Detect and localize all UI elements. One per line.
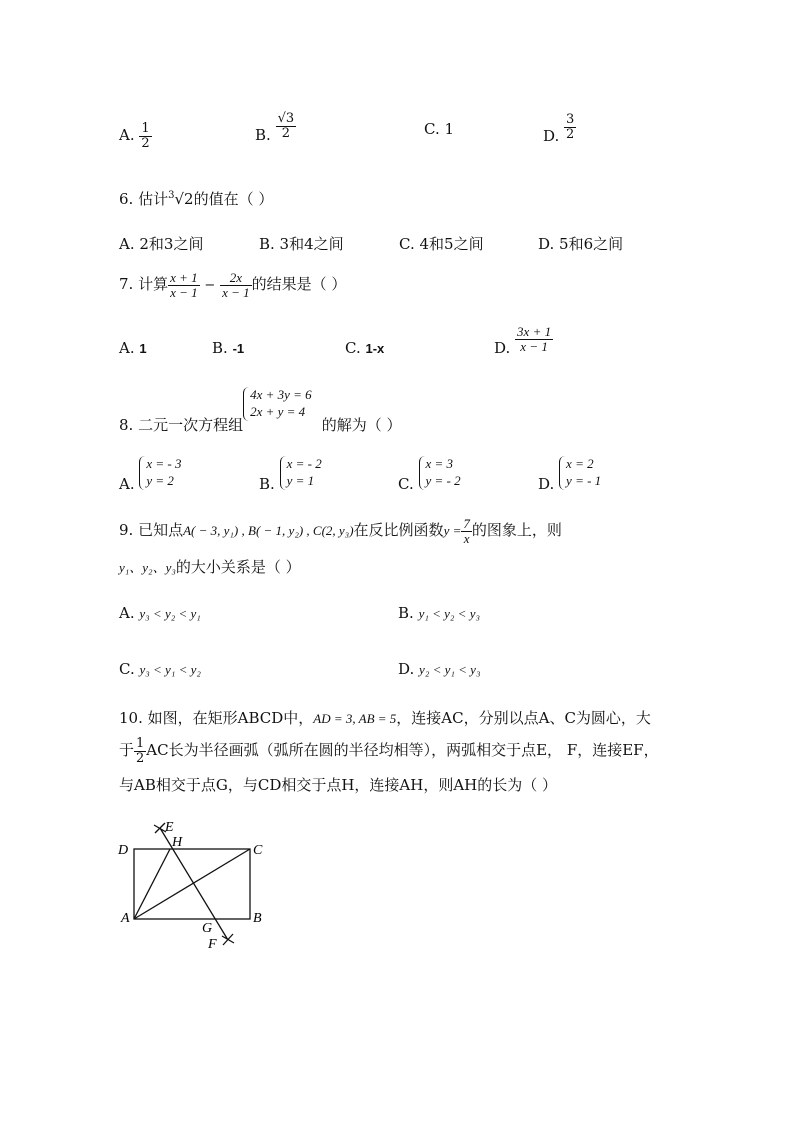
q5-option-a[interactable]: A. $\frac{1}{2}$	[119, 121, 150, 151]
label-f: F	[208, 937, 217, 952]
label-b: B	[253, 911, 262, 926]
q9-option-d[interactable]: D. y₂ < y₁ < y₃	[398, 660, 481, 678]
fraction: $\frac{x + 1}{x - 1}$	[170, 270, 198, 300]
q8-option-b[interactable]: B. x = - 2 y = 1	[259, 456, 322, 493]
q8-option-c[interactable]: C. x = 3 y = - 2	[398, 456, 461, 493]
label-g: G	[202, 921, 213, 936]
q7-option-a[interactable]: A. 1	[119, 339, 147, 357]
line-ef	[160, 828, 228, 940]
q9-stem-line2: y₁、y₂、y₃的大小关系是（ ）	[119, 558, 301, 576]
solution-system: x = 3 y = - 2	[419, 456, 463, 490]
solution-system: x = - 3 y = 2	[139, 456, 183, 490]
label-a: A	[121, 911, 130, 926]
q7-option-d[interactable]: D. $\frac{3x + 1}{x - 1}$	[494, 324, 552, 358]
q10-stem-line3: 与AB相交于点G，与CD相交于点H，连接AH，则AH的长为（ ）	[119, 776, 558, 794]
q7-option-b[interactable]: B. -1	[212, 339, 245, 357]
label-c: C	[253, 843, 263, 858]
q6-stem: 6. 估计$^3$√2的值在（ ）	[119, 190, 274, 208]
q6-option-b[interactable]: B. 3和4之间	[259, 235, 344, 253]
rectangle-figure	[110, 815, 270, 955]
q9-option-b[interactable]: B. y₁ < y₂ < y₃	[398, 604, 480, 622]
q5-option-c[interactable]: C. 1	[424, 120, 455, 138]
q7-option-c[interactable]: C. 1-x	[345, 339, 385, 357]
q9-stem: 9. 已知点A( − 3, y₁) , B( − 1, y₂) , C(2, y₃)在反比例函数y = $\frac{7}{x}$ 的图象上，则	[119, 516, 562, 546]
equation-system: 4x + 3y = 6 2x + y = 4	[243, 387, 314, 421]
label-e: E	[165, 820, 174, 835]
q5-option-d[interactable]: D. $\frac{3}{2}$	[543, 112, 575, 146]
q10-stem-line2: 于 $\frac{1}{2}$ AC长为半径画弧（弧所在圆的半径均相等），两弧相交于点E， F，连接EF，	[119, 736, 659, 766]
solution-system: x = - 2 y = 1	[280, 456, 324, 490]
fraction: $\frac{1}{2}$	[136, 736, 145, 766]
q9-option-c[interactable]: C. y₃ < y₁ < y₂	[119, 660, 201, 678]
solution-system: x = 2 y = - 1	[559, 456, 603, 490]
q6-option-d[interactable]: D. 5和6之间	[538, 235, 624, 253]
q6-option-c[interactable]: C. 4和5之间	[399, 235, 484, 253]
q5-option-b[interactable]: B. $\frac{√3}{2}$	[255, 111, 295, 145]
fraction: $\frac{3}{2}$	[566, 112, 575, 142]
fraction: $\frac{2x}{x - 1}$	[222, 270, 250, 300]
arc-mark-e2	[155, 823, 165, 833]
fraction: $\frac{1}{2}$	[141, 121, 150, 151]
fraction: $\frac{7}{x}$	[463, 516, 470, 546]
q8-stem: 8. 二元一次方程组 4x + 3y = 6 2x + y = 4 的解为（ ）	[119, 387, 402, 434]
label-h: H	[172, 835, 183, 850]
arc-mark-f2	[223, 934, 233, 945]
q6-option-a[interactable]: A. 2和3之间	[119, 235, 204, 253]
fraction: $\frac{√3}{2}$	[277, 111, 295, 141]
fraction: $\frac{3x + 1}{x - 1}$	[517, 324, 552, 354]
q9-option-a[interactable]: A. y₃ < y₂ < y₁	[119, 604, 201, 622]
q8-option-d[interactable]: D. x = 2 y = - 1	[538, 456, 602, 493]
q10-stem-line1: 10. 如图，在矩形ABCD中，AD = 3, AB = 5，连接AC，分别以点A、C为圆心，大	[119, 709, 651, 727]
q8-option-a[interactable]: A. x = - 3 y = 2	[119, 456, 182, 493]
q7-stem: 7. 计算 $\frac{x + 1}{x - 1}$ − $\frac{2x}{x - 1}$ 的结果是（ ）	[119, 270, 347, 300]
label-d: D	[118, 843, 129, 858]
